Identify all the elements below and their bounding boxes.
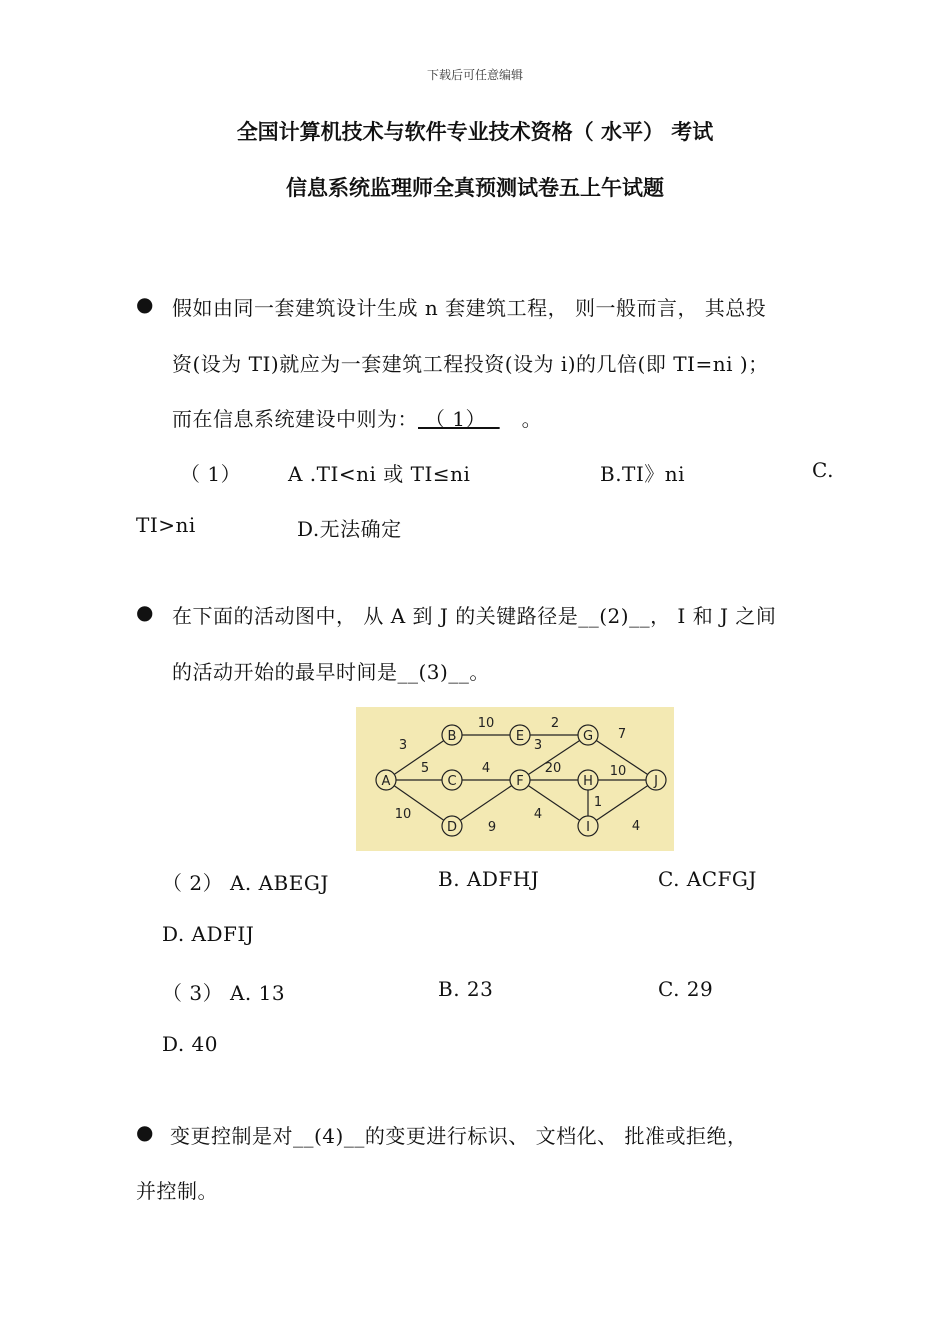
- edge-label-g-j: 7: [617, 727, 627, 742]
- q4-line-1: 变更控制是对__(4)__的变更进行标识、 文档化、 批准或拒绝，: [170, 1124, 748, 1148]
- q2-option-a: （ 2） A. ABEGJ: [162, 871, 329, 895]
- svg-text:C: C: [447, 774, 457, 789]
- edge-label-b-e: 10: [477, 716, 495, 731]
- q4-line-2: 并控制。: [136, 1179, 218, 1203]
- bullet-icon: ●: [136, 1120, 154, 1144]
- edge-label-h-j: 10: [609, 764, 627, 779]
- q2-line-2: 的活动开始的最早时间是__(3)__。: [172, 660, 490, 684]
- q1-line-3-text: 而在信息系统建设中则为：: [172, 407, 418, 431]
- edge-label-f-h: 20: [544, 761, 562, 776]
- q1-option-d: D.无法确定: [297, 517, 402, 541]
- node-h: [578, 770, 598, 790]
- exam-subtitle: 信息系统监理师全真预测试卷五上午试题: [286, 176, 664, 200]
- q1-option-a: A .TI<ni 或 TI≤ni: [288, 462, 471, 486]
- node-b: [442, 725, 462, 745]
- edge-label-i-j: 4: [631, 819, 641, 834]
- svg-text:I: I: [586, 820, 590, 835]
- bullet-icon: ●: [136, 600, 154, 624]
- edge-label-f-g: 3: [533, 738, 543, 753]
- q3-option-c: C. 29: [658, 977, 714, 1001]
- edge-label-e-g: 2: [550, 716, 560, 731]
- q1-line-3: [172, 403, 542, 432]
- svg-text:A: A: [381, 774, 391, 789]
- node-e: [510, 725, 530, 745]
- svg-text:G: G: [582, 729, 594, 744]
- q1-line-3-end: 。: [521, 407, 543, 431]
- header-note: 下载后可任意编辑: [426, 68, 523, 82]
- q1-line-1: 假如由同一套建筑设计生成 n 套建筑工程， 则一般而言， 其总投: [172, 296, 767, 320]
- svg-text:E: E: [515, 729, 525, 744]
- node-d: [442, 816, 462, 836]
- q3-option-d: D. 40: [162, 1032, 218, 1056]
- bullet-icon: ●: [136, 292, 154, 316]
- q1-option-number: （ 1）: [180, 462, 242, 486]
- edge-label-a-b: 3: [398, 738, 408, 753]
- q1-line-2: 资(设为 TI)就应为一套建筑工程投资(设为 i)的几倍(即 TI=ni )；: [172, 352, 769, 376]
- edge-label-a-d: 10: [394, 807, 412, 822]
- node-j: [646, 770, 666, 790]
- q2-option-d: D. ADFIJ: [162, 922, 255, 946]
- edge-a-b: [386, 735, 452, 780]
- activity-network-diagram: [356, 707, 674, 851]
- edge-label-h-i: 1: [593, 795, 603, 810]
- q3-option-b: B. 23: [438, 977, 494, 1001]
- q1-option-b: B.TI》ni: [600, 462, 686, 486]
- activity-network-svg: [356, 707, 674, 851]
- svg-text:F: F: [516, 774, 524, 789]
- q3-option-a: （ 3） A. 13: [162, 981, 286, 1005]
- node-c: [442, 770, 462, 790]
- q1-option-c-text: TI>ni: [136, 513, 196, 537]
- svg-text:D: D: [446, 820, 458, 835]
- q2-option-c: C. ACFGJ: [658, 867, 757, 891]
- edge-label-a-c: 5: [420, 761, 430, 776]
- q2-option-b: B. ADFHJ: [438, 867, 540, 891]
- svg-text:B: B: [447, 729, 457, 744]
- exam-title: 全国计算机技术与软件专业技术资格（ 水平） 考试: [236, 120, 714, 144]
- q2-line-1: 在下面的活动图中， 从 A 到 J 的关键路径是__(2)__， I 和 J 之间: [172, 604, 777, 628]
- node-a: [376, 770, 396, 790]
- q1-option-c-label: C.: [812, 458, 834, 482]
- edge-label-d-f: 9: [487, 820, 497, 835]
- node-g: [578, 725, 598, 745]
- edge-label-c-f: 4: [481, 761, 491, 776]
- edge-label-f-i: 4: [533, 807, 543, 822]
- node-i: [578, 816, 598, 836]
- blank-1: （ 1）: [418, 407, 500, 431]
- svg-text:H: H: [583, 774, 593, 789]
- svg-text:J: J: [654, 774, 658, 789]
- edge-d-f: [452, 780, 520, 826]
- edge-f-i: [520, 780, 588, 826]
- node-f: [510, 770, 530, 790]
